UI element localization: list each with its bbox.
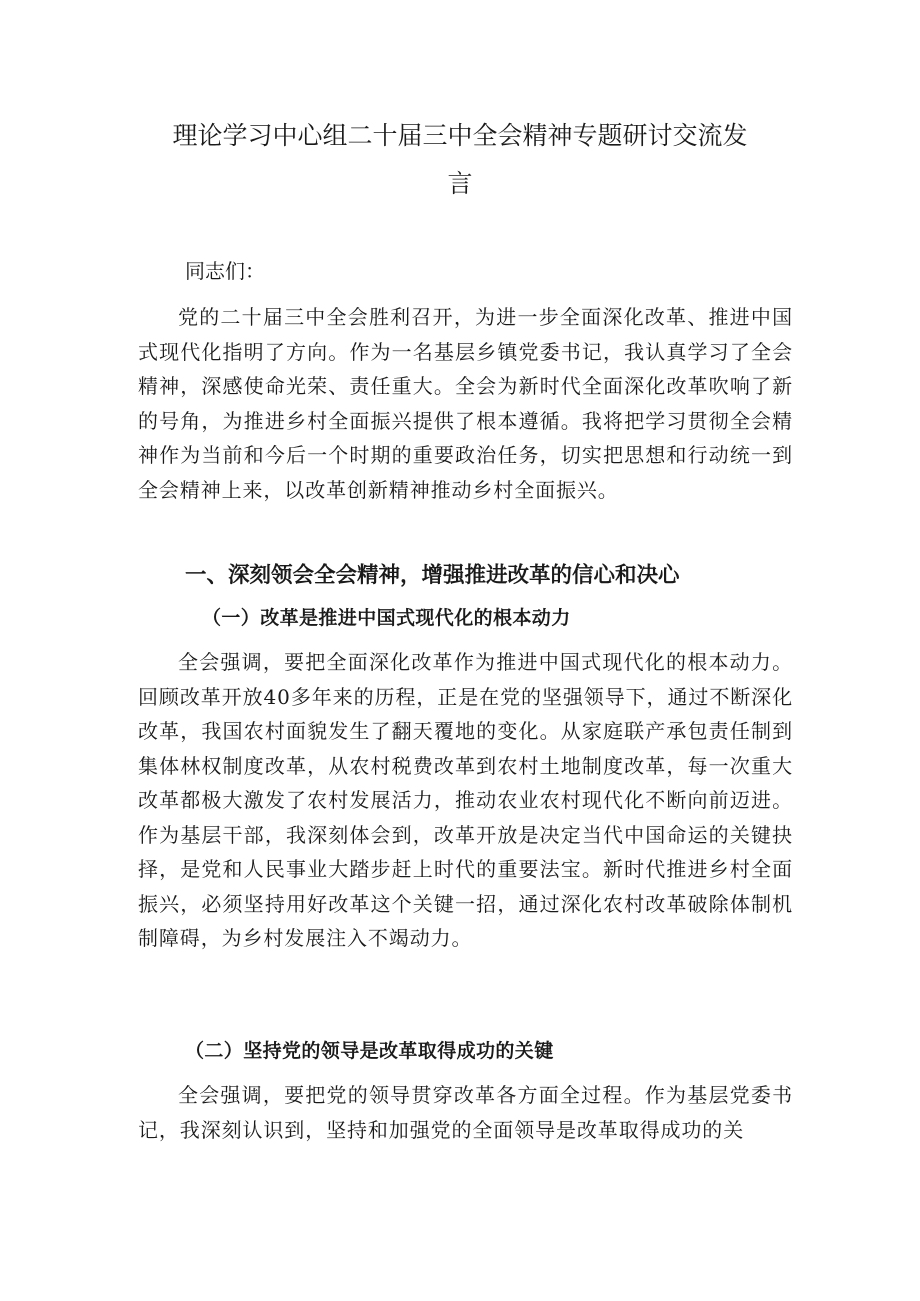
- subsection-paragraph-1: 全会强调，要把全面深化改革作为推进中国式现代化的根本动力。回顾改革开放40多年来的历程，正是在党的坚强领导下，通过不断深化改革，我国农村面貌发生了翻天覆地的变化。从家庭联产承包责任制到集体林权制度改革，从农村税费改革到农村土地制度改革，每一次重大改革都极大激发了农村发展活力，推动农业农村现代化不断向前迈进。作为基层干部，我深刻体会到，改革开放是决定当代中国命运的关键抉择，是党和人民事业大踏步赶上时代的重要法宝。新时代推进乡村全面振兴，必须坚持用好改革这个关键一招，通过深化农村改革破除体制机制障碍，为乡村发展注入不竭动力。: [138, 650, 793, 950]
- document-title-line2: 言: [447, 169, 473, 198]
- subsection-paragraph-2: 全会强调，要把党的领导贯穿改革各方面全过程。作为基层党委书记，我深刻认识到，坚持和加强党的全面领导是改革取得成功的关: [138, 1083, 793, 1142]
- salutation: 同志们：: [185, 259, 265, 283]
- subsection-heading-2: （二）坚持党的领导是改革取得成功的关键: [185, 1040, 554, 1062]
- document-title-line1: 理论学习中心组二十届三中全会精神专题研讨交流发: [172, 121, 748, 150]
- subsection-heading-1: （一）改革是推进中国式现代化的根本动力: [202, 607, 571, 629]
- section-heading-1: 一、深刻领会全会精神，增强推进改革的信心和决心: [185, 563, 680, 588]
- intro-paragraph: 党的二十届三中全会胜利召开，为进一步全面深化改革、推进中国式现代化指明了方向。作为一名基层乡镇党委书记，我认真学习了全会精神，深感使命光荣、责任重大。全会为新时代全面深化改革吹响了新的号角，为推进乡村全面振兴提供了根本遵循。我将把学习贯彻全会精神作为当前和今后一个时期的重要政治任务，切实把思想和行动统一到全会精神上来，以改革创新精神推动乡村全面振兴。: [138, 305, 793, 502]
